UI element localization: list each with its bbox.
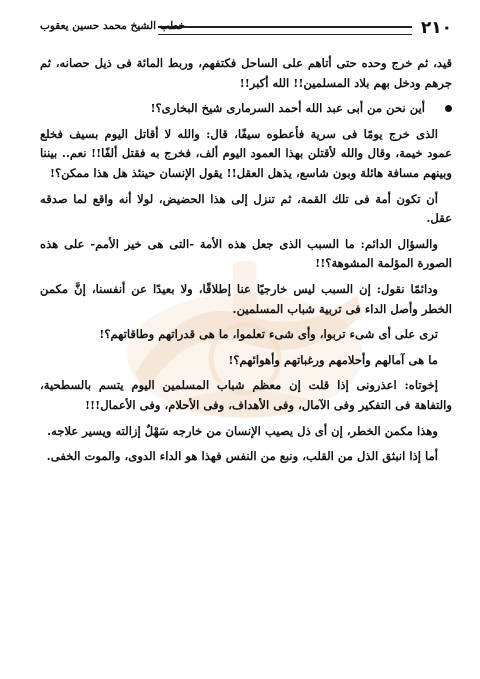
paragraph-3: الذى خرج يومًا فى سرية فأعطوه سيفًا، قال: والله لا أقاتل اليوم بسيف فخلع عمود خيمة، وقال والله لأقتلن بهذا العمود اليوم ألف، فخرج به فقتل ألفًا!! نعم.. بيننا وبينهم مسافة هائلة وبون شاسع، يذهل العقل!! يقول الإنسان حينئذ هل هذا ممكن؟! — [40, 126, 452, 180]
paragraph-4: أن تكون أمة فى تلك القمة، ثم تنزل إلى هذا الحضيض، لولا أنه واقع لما صدقه عقل. — [40, 191, 452, 226]
paragraph-6: ودائمًا نقول: إن السبب ليس خارجيًا عنا إطلاقًا، ولا بعيدًا عن أنفسنا، إنَّ مكمن الخطر وأصل الداء فى تربية شباب المسلمين. — [40, 281, 452, 316]
paragraph-9: إخوتاه: اعذرونى إذا قلت إن معظم شباب المسلمين اليوم يتسم بالسطحية، والتفاهة فى التفكير وفى الآمال، وفى الأهداف، وفى الأحلام، وفى الأعمال!!! — [40, 378, 452, 412]
page-number: ٢١٠ — [420, 18, 452, 38]
header-rule — [158, 26, 412, 35]
paragraph-2 — [40, 99, 452, 119]
book-title: خطب الشيخ محمد حسين يعقوب — [40, 20, 186, 32]
paragraph-1: قيد، ثم خرج وحده حتى أتاهم على الساحل فكتفهم، وربط المائة فى ذيل حصانه، ثم جرهم ودخل بهم بلاد المسلمين!! الله أكبر!! — [40, 56, 452, 90]
paragraph-10: وهذا مكمن الخطر، إن أى ذل يصيب الإنسان من خارجه سَهْلٌ إزالته ويسير علاجه. — [47, 423, 438, 438]
bullet-icon — [445, 105, 452, 112]
paragraph-5: والسؤال الدائم: ما السبب الذى جعل هذه الأمة -التى هى خير الأمم- على هذه الصورة المؤلمة المشوهة؟!! — [40, 236, 452, 271]
paragraph-2-text: أين نحن من أبى عبد الله أحمد السرمارى شيخ البخارى؟! — [150, 101, 425, 116]
paragraph-7: ترى على أى شىء تربوا، وأى شىء تعلموا، ما هى قدراتهم وطاقاتهم؟! — [99, 327, 438, 342]
paragraph-11: أما إذا انبثق الذل من القلب، ونبع من النفس فهذا هو الداء الدوى، والموت الخفى. — [46, 449, 438, 464]
paragraph-8: ما هى آمالهم وأحلامهم ورغباتهم وأهوائهم؟! — [228, 352, 438, 367]
page-header — [40, 18, 452, 44]
page-body — [40, 54, 452, 473]
